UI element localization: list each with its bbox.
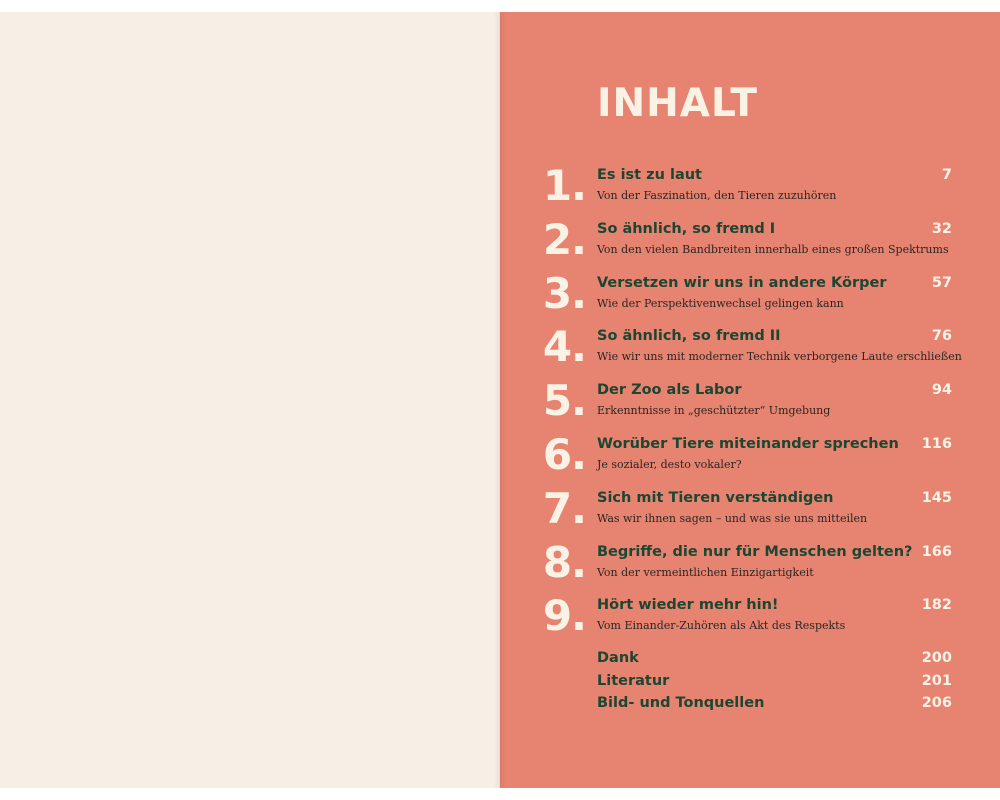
- chapter-number: 8.: [542, 537, 586, 587]
- chapter-title: So ähnlich, so fremd I: [597, 220, 776, 237]
- chapter-title: Es ist zu laut: [597, 167, 702, 183]
- chapter-subtitle: Von der vermeintlichen Einzigartigkeit: [597, 565, 814, 579]
- chapter-page-number: 94: [931, 382, 952, 399]
- chapter-entry[interactable]: [540, 592, 960, 646]
- chapter-number: 2.: [542, 214, 586, 264]
- chapter-number: 1.: [542, 161, 586, 210]
- chapter-subtitle: Wie wir uns mit moderner Technik verborgene Laute erschließen: [597, 350, 962, 364]
- chapter-page-number: 7: [941, 167, 952, 183]
- chapter-title: Begriffe, die nur für Menschen gelten?: [597, 543, 913, 560]
- chapter-entry[interactable]: [540, 431, 960, 485]
- chapter-page-number: 76: [931, 328, 952, 345]
- chapter-entry[interactable]: [540, 539, 960, 593]
- chapter-subtitle: Je sozialer, desto vokaler?: [597, 457, 742, 471]
- chapter-subtitle: Von der Faszination, den Tieren zuzuhören: [597, 189, 837, 202]
- chapter-title: Worüber Tiere miteinander sprechen: [597, 435, 899, 452]
- back-matter-entry[interactable]: [597, 671, 952, 694]
- chapter-page-number: 116: [921, 435, 952, 452]
- chapter-entry[interactable]: [540, 485, 960, 539]
- chapter-title: Sich mit Tieren verständigen: [597, 489, 834, 506]
- back-matter-page-number: 200: [921, 650, 952, 666]
- contents-heading: INHALT: [597, 81, 758, 126]
- chapter-subtitle: Von den vielen Bandbreiten innerhalb eines großen Spektrums: [597, 242, 949, 256]
- chapter-number: 5.: [542, 376, 586, 426]
- back-matter-page-number: 201: [921, 672, 952, 689]
- chapter-subtitle: Erkenntnisse in „geschützter“ Umgebung: [597, 404, 831, 418]
- chapter-page-number: 57: [931, 274, 952, 291]
- back-matter-entry[interactable]: [597, 648, 952, 671]
- chapter-number: 4.: [542, 322, 586, 372]
- chapter-number: 9.: [542, 591, 586, 641]
- chapter-subtitle: Vom Einander-Zuhören als Akt des Respekts: [597, 619, 846, 633]
- book-gutter-shadow: [494, 12, 506, 788]
- chapter-list: [540, 162, 960, 646]
- chapter-subtitle: Was wir ihnen sagen – und was sie uns mitteilen: [597, 511, 868, 525]
- chapter-entry[interactable]: [540, 162, 960, 216]
- chapter-title: Versetzen wir uns in andere Körper: [597, 274, 887, 291]
- chapter-number: 3.: [542, 268, 586, 318]
- chapter-number: 6.: [542, 429, 586, 479]
- left-page-blank: [0, 12, 500, 788]
- chapter-entry[interactable]: [540, 323, 960, 377]
- chapter-page-number: 166: [921, 543, 952, 560]
- back-matter-title: Literatur: [597, 672, 670, 689]
- back-matter-title: Dank: [597, 650, 639, 666]
- chapter-entry[interactable]: [540, 216, 960, 270]
- chapter-entry[interactable]: [540, 377, 960, 431]
- chapter-number: 7.: [542, 483, 586, 533]
- chapter-page-number: 32: [931, 220, 952, 237]
- chapter-title: Der Zoo als Labor: [597, 382, 742, 399]
- chapter-title: So ähnlich, so fremd II: [597, 328, 781, 345]
- chapter-page-number: 145: [921, 489, 952, 506]
- back-matter-entry[interactable]: [597, 693, 952, 716]
- back-matter-title: Bild- und Tonquellen: [597, 695, 765, 711]
- chapter-title: Hört wieder mehr hin!: [597, 597, 779, 614]
- chapter-page-number: 182: [921, 597, 952, 614]
- chapter-entry[interactable]: [540, 270, 960, 324]
- back-matter-list: [597, 648, 952, 716]
- back-matter-page-number: 206: [921, 695, 952, 711]
- chapter-subtitle: Wie der Perspektivenwechsel gelingen kann: [597, 296, 844, 310]
